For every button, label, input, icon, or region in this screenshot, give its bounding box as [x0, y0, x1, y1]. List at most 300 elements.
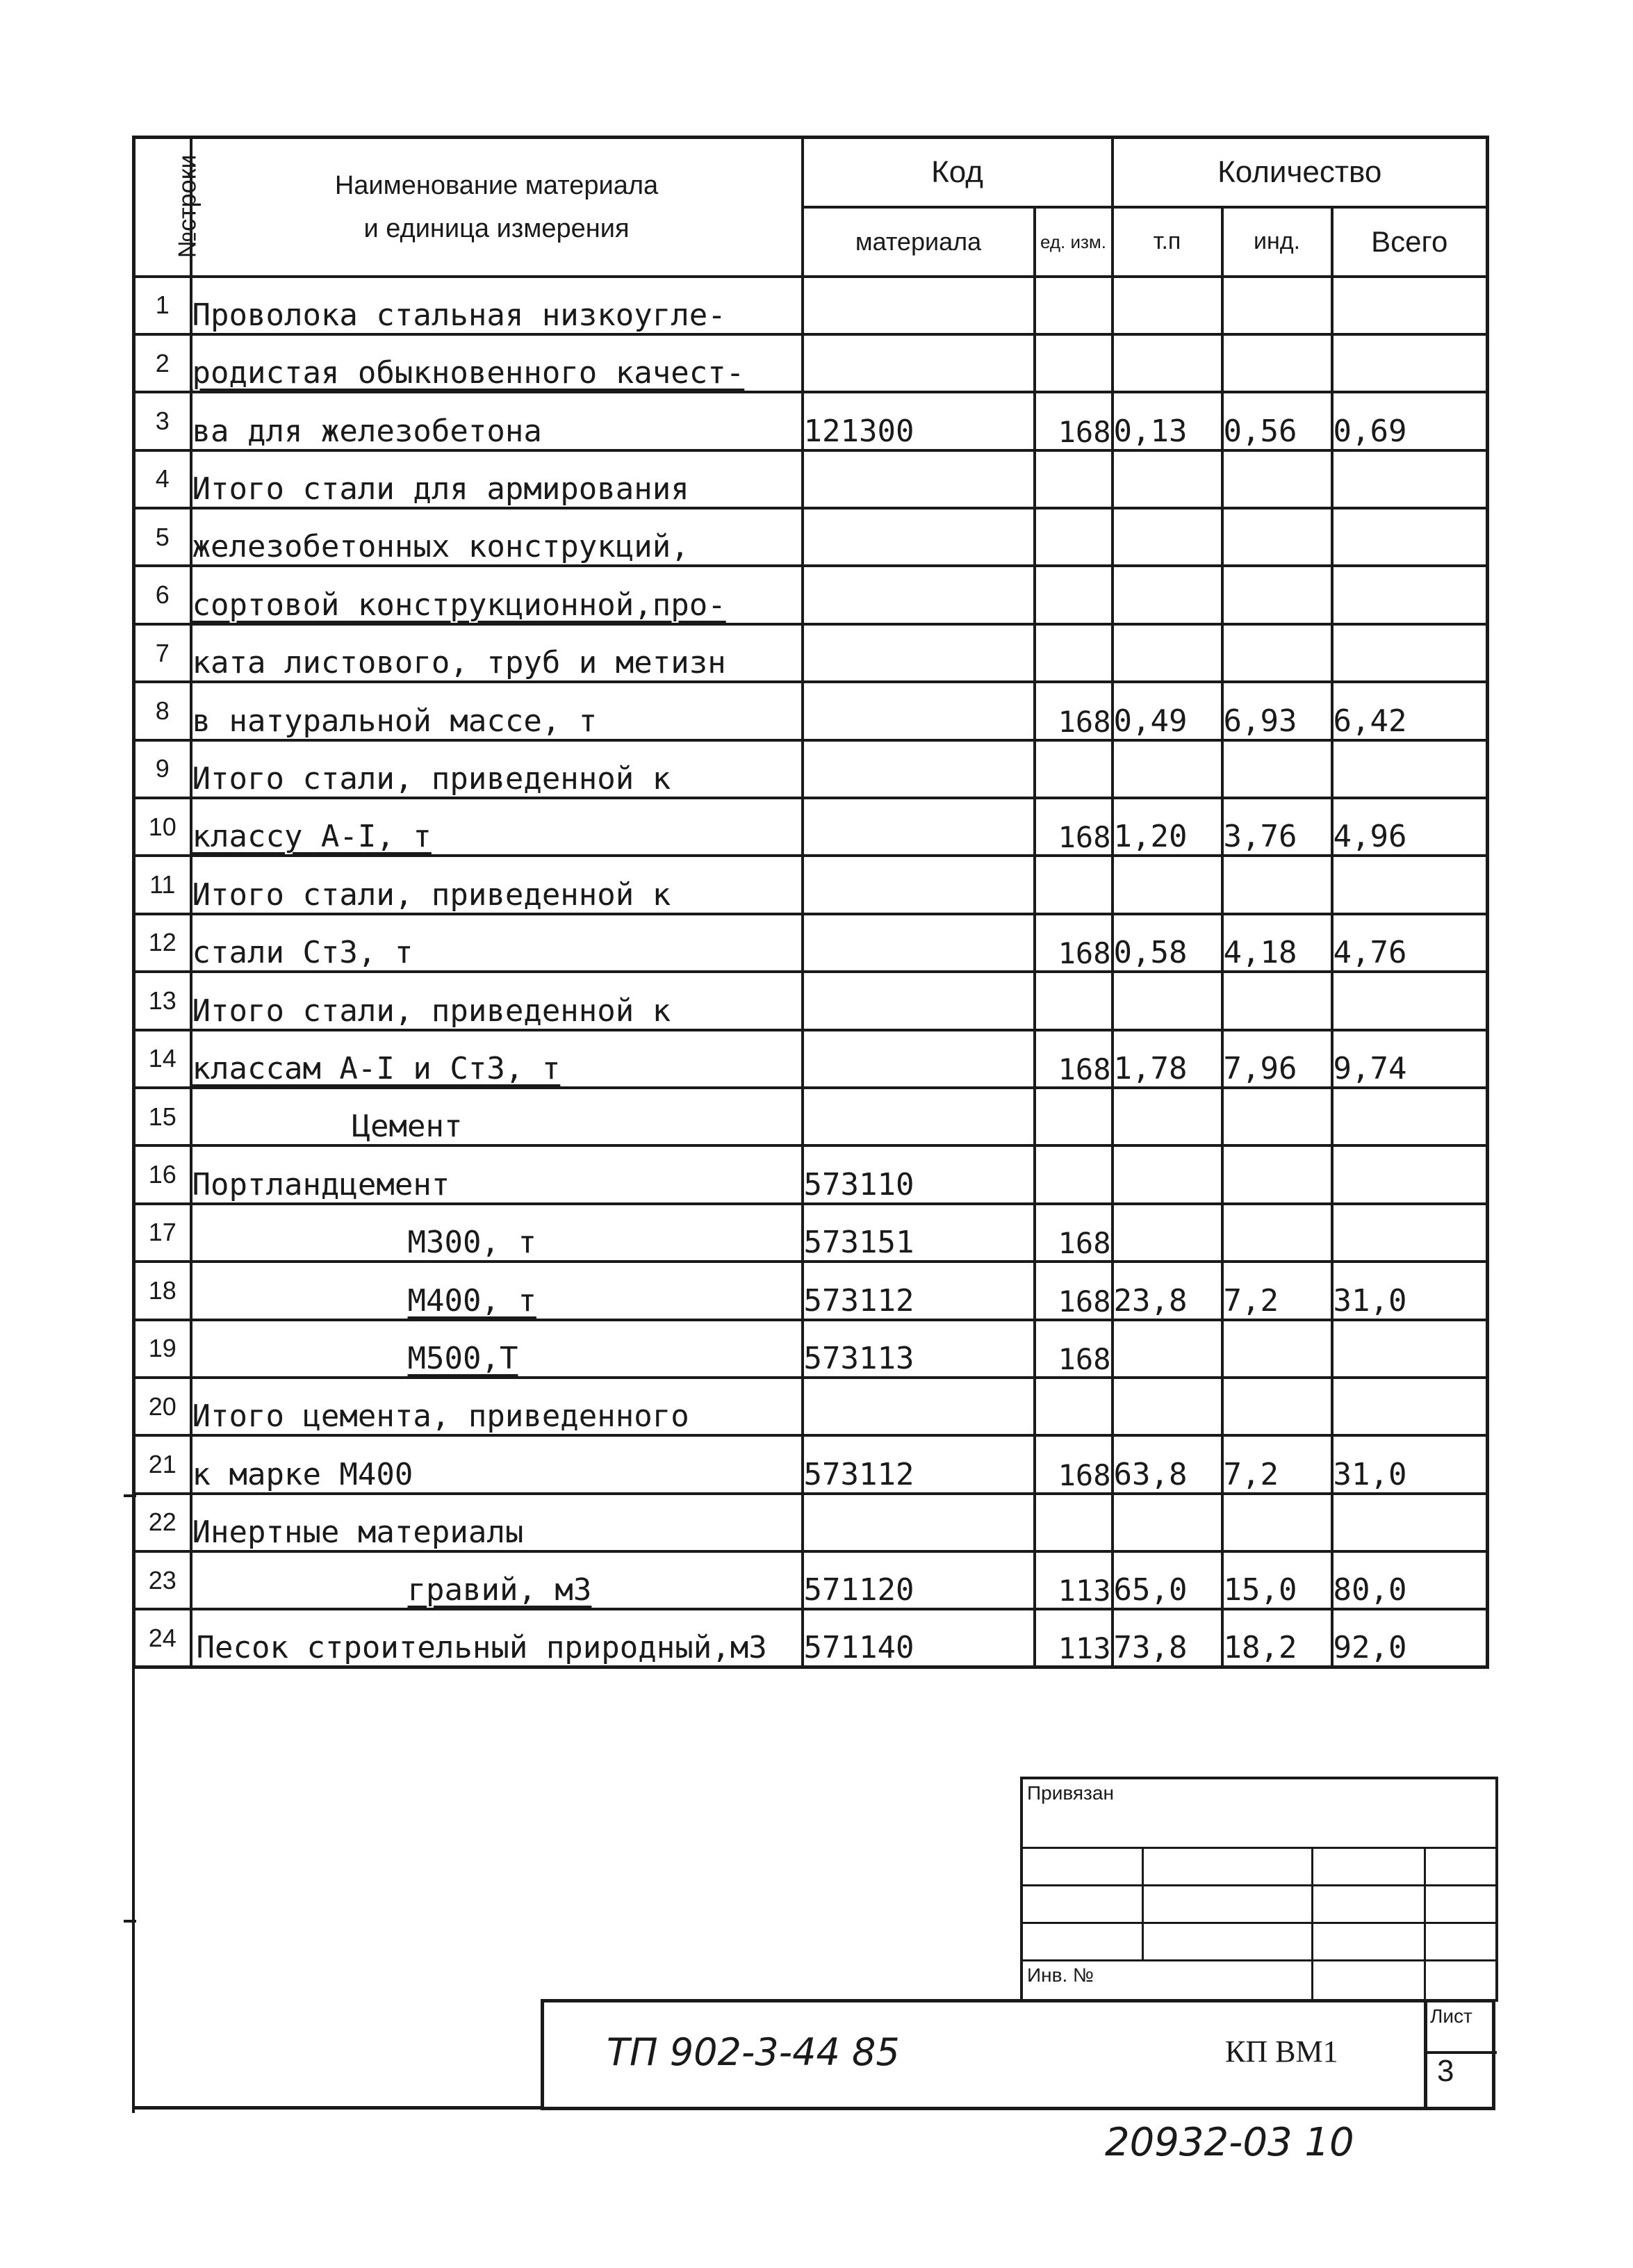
unit-code — [1035, 798, 1113, 856]
material-name — [191, 450, 803, 508]
row-number — [134, 334, 191, 392]
material-name-text: Портландцемент — [192, 1166, 450, 1202]
row-number-text: 15 — [148, 1102, 177, 1131]
unit-code — [1035, 1320, 1113, 1378]
material-name-text: гравий, м3 — [407, 1572, 592, 1608]
quantity-tp — [1113, 914, 1222, 972]
total-header: Всего — [1332, 207, 1488, 277]
quantity-total-text: 4,76 — [1333, 935, 1407, 971]
stamp-cell — [1021, 1847, 1142, 1885]
row-number-text: 21 — [148, 1450, 177, 1478]
quantity-ind — [1222, 1494, 1332, 1551]
quantity-total-text: 0,69 — [1333, 413, 1407, 449]
quantity-ind — [1222, 277, 1332, 334]
material-code-text: 571140 — [803, 1630, 914, 1666]
material-code — [803, 1204, 1035, 1262]
row-number-text: 4 — [155, 464, 170, 493]
table-row — [134, 856, 1488, 913]
unit-code — [1035, 1435, 1113, 1493]
quantity-tp — [1113, 1609, 1222, 1667]
row-number — [134, 1030, 191, 1088]
quantity-ind-text: 0,56 — [1223, 413, 1297, 449]
quantity-total — [1332, 740, 1488, 798]
quantity-ind-text: 15,0 — [1223, 1572, 1297, 1608]
row-number — [134, 1145, 191, 1203]
table-row — [134, 914, 1488, 972]
material-name — [191, 1088, 803, 1145]
table-row — [134, 1145, 1488, 1203]
material-name-text: родистая обыкновенного качест- — [192, 355, 745, 391]
quantity-total — [1332, 277, 1488, 334]
quantity-total-text: 4,96 — [1333, 819, 1407, 855]
quantity-tp-text: 1,78 — [1113, 1050, 1188, 1086]
table-row — [134, 624, 1488, 682]
quantity-total-text: 31,0 — [1333, 1282, 1407, 1319]
stamp-cell — [1425, 1923, 1497, 1960]
material-code — [803, 1378, 1035, 1435]
material-code-text: 571120 — [803, 1572, 914, 1608]
quantity-tp — [1113, 624, 1222, 682]
stamp-cell — [1425, 1885, 1497, 1923]
quantity-total — [1332, 1435, 1488, 1493]
stamp-cell — [1425, 1960, 1497, 2000]
material-code — [803, 1145, 1035, 1203]
unit-code — [1035, 450, 1113, 508]
row-number-text: 16 — [148, 1160, 177, 1189]
sheet-label: Лист — [1430, 2005, 1472, 2027]
material-code — [803, 972, 1035, 1029]
quantity-total — [1332, 798, 1488, 856]
quantity-tp-text: 63,8 — [1113, 1456, 1188, 1492]
unit-code — [1035, 1088, 1113, 1145]
quantity-ind — [1222, 624, 1332, 682]
unit-code — [1035, 624, 1113, 682]
quantity-tp-text: 73,8 — [1113, 1630, 1188, 1666]
material-name-text: ва для железобетона — [192, 413, 542, 449]
material-name-text: М300, т — [407, 1225, 536, 1261]
material-name-text: классам А-I и Ст3, т — [192, 1050, 561, 1086]
material-code — [803, 566, 1035, 623]
material-code — [803, 1030, 1035, 1088]
unit-code — [1035, 1204, 1113, 1262]
quantity-tp — [1113, 1088, 1222, 1145]
row-number-text: 20 — [148, 1392, 177, 1421]
material-name-text: к марке М400 — [192, 1456, 413, 1492]
quantity-total — [1332, 624, 1488, 682]
row-number-text: 5 — [155, 522, 170, 551]
table-row — [134, 1262, 1488, 1319]
quantity-tp — [1113, 1551, 1222, 1609]
unit-code — [1035, 1145, 1113, 1203]
material-code — [803, 1088, 1035, 1145]
material-name-text: Итого стали, приведенной к — [192, 761, 671, 797]
name-header-line2: и единица измерения — [363, 213, 630, 243]
tip-header: т.п — [1113, 207, 1222, 277]
unit-code — [1035, 682, 1113, 740]
material-code — [803, 1320, 1035, 1378]
stamp-cell — [1142, 1885, 1312, 1923]
quantity-total — [1332, 972, 1488, 1029]
table-row — [134, 1378, 1488, 1435]
row-number — [134, 1088, 191, 1145]
material-name — [191, 1494, 803, 1551]
archive-number: 20932-03 10 — [1105, 2120, 1354, 2165]
material-name — [191, 1551, 803, 1609]
quantity-ind — [1222, 1609, 1332, 1667]
material-name — [191, 740, 803, 798]
document-number: ТП 902-3-44 85 — [607, 2030, 900, 2074]
quantity-ind-text: 7,2 — [1223, 1282, 1279, 1319]
table-row — [134, 1030, 1488, 1088]
material-name-text: Итого цемента, приведенного — [192, 1398, 689, 1435]
quantity-tp-text: 0,13 — [1113, 413, 1188, 449]
quantity-tp — [1113, 1145, 1222, 1203]
material-code-text: 573110 — [803, 1166, 914, 1202]
material-name-text: стали Ст3, т — [192, 935, 413, 971]
unit-code-text: 168 — [1058, 704, 1111, 739]
material-name-text: Итого стали, приведенной к — [192, 993, 671, 1029]
material-name — [191, 1030, 803, 1088]
stamp-cell — [1142, 1847, 1312, 1885]
material-code — [803, 277, 1035, 334]
quantity-total-text: 9,74 — [1333, 1050, 1407, 1086]
material-name — [191, 624, 803, 682]
material-code — [803, 856, 1035, 913]
quantity-total — [1332, 1030, 1488, 1088]
material-name-text: Инертные материалы — [192, 1515, 524, 1551]
unit-code — [1035, 856, 1113, 913]
material-name — [191, 856, 803, 913]
quantity-tp-text: 0,49 — [1113, 703, 1188, 739]
material-name — [191, 972, 803, 1029]
row-number-text: 22 — [148, 1508, 177, 1537]
unit-code — [1035, 1378, 1113, 1435]
material-name — [191, 566, 803, 623]
unit-code — [1035, 334, 1113, 392]
row-number-text: 1 — [155, 291, 170, 320]
section-code: КП ВМ1 — [1225, 2034, 1338, 2069]
table-row — [134, 450, 1488, 508]
table-row — [134, 1435, 1488, 1493]
material-name — [191, 277, 803, 334]
material-name — [191, 1145, 803, 1203]
row-number — [134, 1609, 191, 1667]
unit-code — [1035, 1551, 1113, 1609]
material-name-text: ката листового, труб и метизн — [192, 645, 726, 681]
material-code — [803, 334, 1035, 392]
title-block — [541, 1999, 1495, 2110]
table-row — [134, 1494, 1488, 1551]
material-name — [191, 914, 803, 972]
table-row — [134, 566, 1488, 623]
frame-left-line — [132, 1668, 135, 2113]
row-number-text: 23 — [148, 1565, 177, 1594]
table-row — [134, 1088, 1488, 1145]
quantity-ind — [1222, 1262, 1332, 1319]
stamp-cell — [1021, 1923, 1142, 1960]
row-number — [134, 1262, 191, 1319]
material-name — [191, 1262, 803, 1319]
row-number — [134, 914, 191, 972]
table-row — [134, 682, 1488, 740]
quantity-total-text: 6,42 — [1333, 703, 1407, 739]
quantity-total — [1332, 1204, 1488, 1262]
material-name — [191, 1609, 803, 1667]
unit-code — [1035, 508, 1113, 566]
table-row — [134, 798, 1488, 856]
stamp-cell — [1312, 1960, 1425, 2000]
row-number-header — [134, 138, 202, 277]
row-number-text: 9 — [155, 754, 170, 783]
material-code-text: 573112 — [803, 1282, 914, 1319]
material-code-text: 573151 — [803, 1225, 914, 1261]
row-number — [134, 624, 191, 682]
material-name — [191, 1320, 803, 1378]
row-number — [134, 856, 191, 913]
quantity-tp — [1113, 508, 1222, 566]
row-number-text: 8 — [155, 696, 170, 725]
name-header-line1: Наименование материала — [334, 170, 659, 200]
row-number — [134, 1494, 191, 1551]
material-code — [803, 508, 1035, 566]
material-code-text: 573112 — [803, 1456, 914, 1492]
unit-code — [1035, 740, 1113, 798]
row-number-text: 11 — [149, 870, 176, 899]
stamp-cell — [1312, 1847, 1425, 1885]
quantity-ind — [1222, 450, 1332, 508]
material-name — [191, 682, 803, 740]
material-code-header: материала — [803, 207, 1035, 277]
quantity-tp — [1113, 277, 1222, 334]
table-row — [134, 740, 1488, 798]
row-number — [134, 566, 191, 623]
row-number-text: 3 — [155, 406, 170, 435]
material-name-text: железобетонных конструкций, — [192, 529, 689, 565]
table-row — [134, 972, 1488, 1029]
quantity-total — [1332, 1378, 1488, 1435]
table-row — [134, 1320, 1488, 1378]
table-row — [134, 1204, 1488, 1262]
quantity-total — [1332, 566, 1488, 623]
quantity-ind — [1222, 392, 1332, 450]
unit-code-text: 168 — [1058, 1284, 1111, 1319]
unit-code-header: ед. изм. — [1035, 207, 1113, 277]
stamp-cell — [1312, 1885, 1425, 1923]
quantity-ind-text: 6,93 — [1223, 703, 1297, 739]
material-name-text: М400, т — [407, 1282, 536, 1319]
quantity-ind — [1222, 740, 1332, 798]
materials-table — [132, 136, 1489, 1669]
quantity-ind — [1222, 1551, 1332, 1609]
quantity-ind-text: 18,2 — [1223, 1630, 1297, 1666]
quantity-tp — [1113, 450, 1222, 508]
stamp-cell — [1425, 1847, 1497, 1885]
sheet-number: 3 — [1427, 2051, 1497, 2089]
frame-bottom-line — [132, 2106, 542, 2110]
row-number-text: 19 — [148, 1334, 177, 1363]
material-code-text: 573113 — [803, 1340, 914, 1376]
quantity-ind — [1222, 1145, 1332, 1203]
unit-code — [1035, 1030, 1113, 1088]
quantity-ind — [1222, 1030, 1332, 1088]
quantity-total — [1332, 1145, 1488, 1203]
quantity-tp — [1113, 392, 1222, 450]
unit-code — [1035, 1262, 1113, 1319]
row-number — [134, 740, 191, 798]
quantity-tp-text: 0,58 — [1113, 935, 1188, 971]
stamp-cell — [1142, 1923, 1312, 1960]
table-row — [134, 334, 1488, 392]
row-number — [134, 1204, 191, 1262]
row-number-text: 7 — [155, 638, 170, 667]
quantity-total — [1332, 508, 1488, 566]
row-number-text: 2 — [155, 348, 170, 377]
material-code — [803, 1435, 1035, 1493]
quantity-tp — [1113, 1494, 1222, 1551]
material-name-text: Песок строительный природный,м3 — [196, 1630, 767, 1666]
quantity-total — [1332, 1609, 1488, 1667]
quantity-ind — [1222, 972, 1332, 1029]
quantity-ind-text: 4,18 — [1223, 935, 1297, 971]
row-number — [134, 798, 191, 856]
quantity-tp — [1113, 972, 1222, 1029]
quantity-total-text: 80,0 — [1333, 1572, 1407, 1608]
unit-code-text: 168 — [1058, 1226, 1111, 1261]
quantity-total — [1332, 682, 1488, 740]
name-header — [191, 138, 803, 277]
material-name-text: Цемент — [352, 1109, 463, 1145]
attachment-stamp — [1020, 1777, 1498, 2002]
quantity-tp — [1113, 1435, 1222, 1493]
quantity-tp — [1113, 334, 1222, 392]
quantity-total — [1332, 1320, 1488, 1378]
unit-code-text: 113 — [1058, 1631, 1111, 1666]
unit-code-text: 168 — [1058, 1458, 1111, 1492]
material-name — [191, 1435, 803, 1493]
unit-code-text: 168 — [1058, 820, 1111, 855]
row-number — [134, 972, 191, 1029]
quantity-ind — [1222, 682, 1332, 740]
material-code — [803, 798, 1035, 856]
quantity-tp — [1113, 1030, 1222, 1088]
row-number — [134, 277, 191, 334]
row-number-text: 6 — [155, 580, 170, 610]
material-name — [191, 334, 803, 392]
row-number — [134, 1378, 191, 1435]
unit-code — [1035, 1609, 1113, 1667]
quantity-ind — [1222, 1435, 1332, 1493]
material-name — [191, 392, 803, 450]
quantity-total — [1332, 1551, 1488, 1609]
unit-code — [1035, 566, 1113, 623]
quantity-ind — [1222, 334, 1332, 392]
quantity-ind-text: 3,76 — [1223, 819, 1297, 855]
quantity-tp — [1113, 1204, 1222, 1262]
quantity-tp — [1113, 1320, 1222, 1378]
stamp-cell — [1021, 1885, 1142, 1923]
row-number — [134, 392, 191, 450]
material-code — [803, 1609, 1035, 1667]
quantity-tp — [1113, 682, 1222, 740]
row-number — [134, 1551, 191, 1609]
quantity-ind-text: 7,2 — [1223, 1456, 1279, 1492]
quantity-total — [1332, 856, 1488, 913]
inv-label: Инв. № — [1021, 1960, 1312, 2000]
material-name-text: М500,Т — [407, 1340, 518, 1376]
table-row — [134, 392, 1488, 450]
stamp-cell — [1312, 1923, 1425, 1960]
quantity-tp-text: 1,20 — [1113, 819, 1188, 855]
quantity-ind — [1222, 856, 1332, 913]
quantity-total — [1332, 1494, 1488, 1551]
ind-header: инд. — [1222, 207, 1332, 277]
quantity-total-text: 31,0 — [1333, 1456, 1407, 1492]
unit-code — [1035, 914, 1113, 972]
row-number — [134, 1320, 191, 1378]
quantity-ind — [1222, 1204, 1332, 1262]
quantity-tp — [1113, 1378, 1222, 1435]
row-number — [134, 682, 191, 740]
row-number-text: 13 — [148, 986, 177, 1015]
unit-code-text: 168 — [1058, 936, 1111, 971]
table-row — [134, 1609, 1488, 1667]
material-code — [803, 1551, 1035, 1609]
material-name — [191, 1204, 803, 1262]
material-name-text: классу А-I, т — [192, 819, 432, 855]
row-number-label: №строки — [172, 154, 202, 259]
quantity-ind-text: 7,96 — [1223, 1050, 1297, 1086]
quantity-total — [1332, 392, 1488, 450]
row-number-text: 14 — [148, 1044, 177, 1073]
material-code — [803, 1494, 1035, 1551]
quantity-tp — [1113, 1262, 1222, 1319]
material-name — [191, 798, 803, 856]
attached-label: Привязан — [1021, 1778, 1497, 1847]
table-row — [134, 508, 1488, 566]
quantity-total — [1332, 1088, 1488, 1145]
materials-table-body — [134, 277, 1488, 1667]
quantity-total — [1332, 914, 1488, 972]
quantity-ind — [1222, 508, 1332, 566]
row-number — [134, 1435, 191, 1493]
material-name — [191, 1378, 803, 1435]
material-name-text: Итого стали, приведенной к — [192, 876, 671, 913]
row-number — [134, 508, 191, 566]
quantity-total — [1332, 450, 1488, 508]
unit-code — [1035, 392, 1113, 450]
quantity-tp-text: 65,0 — [1113, 1572, 1188, 1608]
quantity-header: Количество — [1113, 138, 1488, 207]
unit-code-text: 168 — [1058, 1052, 1111, 1086]
quantity-ind — [1222, 798, 1332, 856]
quantity-tp — [1113, 856, 1222, 913]
unit-code — [1035, 1494, 1113, 1551]
material-name-text: Проволока стальная низкоугле- — [192, 297, 726, 333]
row-number-text: 12 — [148, 928, 177, 957]
material-name-text: сортовой конструкционной,про- — [192, 587, 726, 623]
quantity-total-text: 92,0 — [1333, 1630, 1407, 1666]
unit-code — [1035, 277, 1113, 334]
row-number-text: 10 — [148, 812, 177, 841]
unit-code-text: 168 — [1058, 414, 1111, 449]
row-number-text: 24 — [148, 1623, 177, 1652]
unit-code-text: 113 — [1058, 1574, 1111, 1608]
unit-code-text: 168 — [1058, 1341, 1111, 1376]
material-code — [803, 682, 1035, 740]
quantity-total — [1332, 334, 1488, 392]
unit-code — [1035, 972, 1113, 1029]
quantity-ind — [1222, 566, 1332, 623]
